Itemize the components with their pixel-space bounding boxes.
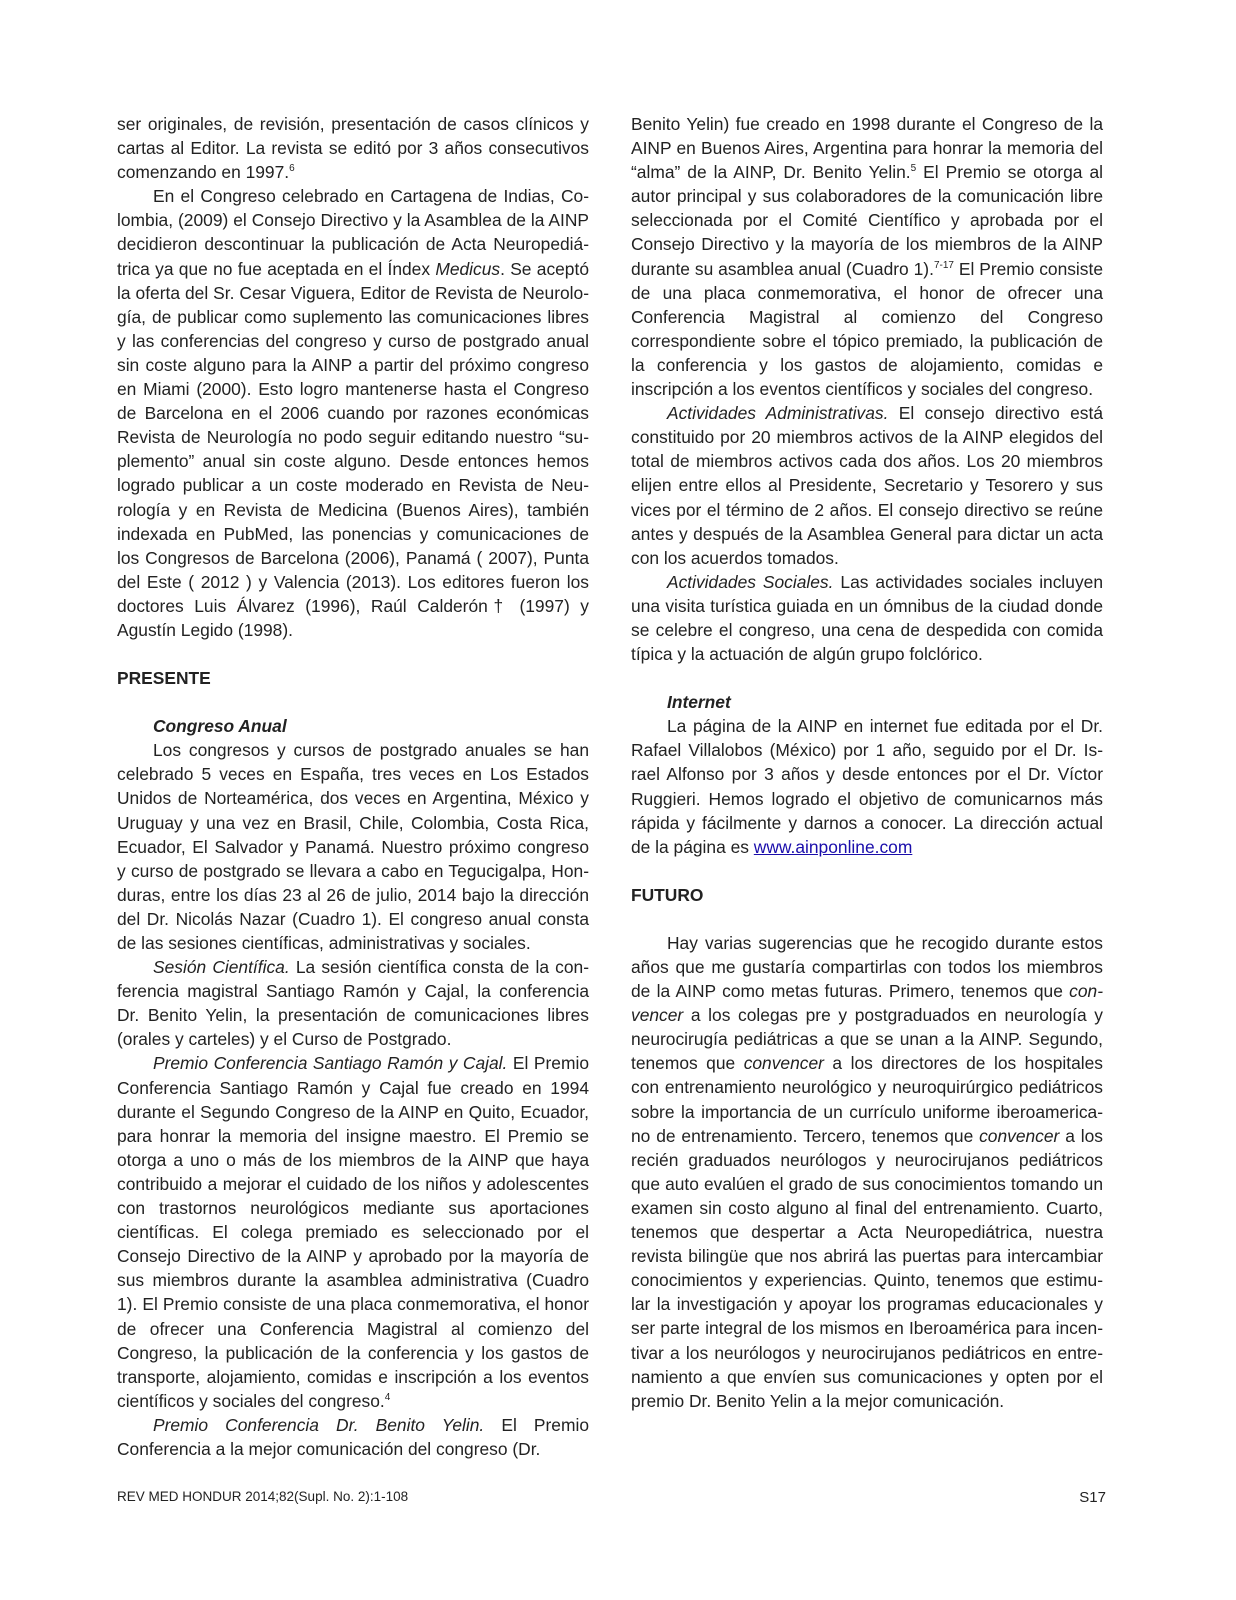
- paragraph: La página de la AINP en internet fue editada por el Dr. Rafael Villalobos (México) por 1 año, seguido por el Dr. Israel Alfonso por 3 años y desde entonces por el Dr. Víctor Ruggieri. Hemos logrado el objetivo de comunicarnos más rápida y fácilmente y darnos a conocer. La dirección actual de la página es www.ainponline.com: [631, 716, 1103, 857]
- section-heading-presente: PRESENTE: [117, 668, 211, 689]
- paragraph: Premio Conferencia Santiago Ramón y Cajal. El Premio Conferencia Santiago Ramón y Cajal fue creado en 1994 durante el Segundo Congreso de la AINP en Quito, Ecuador, para honrar la memoria del insigne maestro. El Premio se otorga a uno o más de los miembros de la AINP que haya contribuido a mejorar el cuidado de los niños y adolescentes con trastornos neurológicos mediante sus aportaciones científicas. El colega premiado es seleccionado por el Consejo Directivo de la AINP y aprobado por la mayoría de sus miembros durante la asamblea administrativa (Cuadro 1). El Premio consiste de una placa conmemorativa, el honor de ofrecer una Conferencia Magistral al comienzo del Congreso, la publicación de la conferencia y los gastos de transporte, alojamiento, comidas e inscripción a los eventos científicos y sociales del congreso.$^4$: [117, 1053, 589, 1411]
- citation: 4: [384, 1391, 391, 1403]
- section-heading-futuro: FUTURO: [631, 884, 704, 905]
- subheading-congreso-anual: Congreso Anual: [153, 716, 287, 737]
- paragraph: Benito Yelin) fue creado en 1998 durante el Congreso de la AINP en Buenos Aires, Argentina para honrar la memoria del “alma” de la AINP, Dr. Benito Yelin.$^5$ El Premio se otorga al autor principal y sus colaboradores de la comunicación libre seleccionada por el Comité Científico y aprobada por el Consejo Directivo y la mayoría de los miembros de la AINP durante su asamblea anual (Cuadro 1).$^{7-17}$ El Premio consiste de una placa conmemorativa, el honor de ofrecer una Conferencia Magistral al comienzo del Congreso correspondiente sobre el tópico premiado, la publicación de la conferencia y los gastos de alojamiento, comidas e inscripción a los eventos científicos y sociales del congreso.: [631, 114, 1103, 400]
- paragraph: ser originales, de revisión, presentación de casos clínicos y cartas al Editor. La revista se editó por 3 años consecutivos comenzando en 1997.$^6$: [117, 114, 589, 183]
- left-column: [117, 112, 589, 1461]
- paragraph: Sesión Científica. La sesión científica consta de la conferencia magistral Santiago Ramón y Cajal, la conferencia Dr. Benito Yelin, la presentación de comunicaciones libres (orales y carteles) y el Curso de Postgrado.: [117, 957, 589, 1050]
- right-column: [631, 112, 1103, 1413]
- paragraph: Premio Conferencia Dr. Benito Yelin. El Premio Conferencia a la mejor comunicación del congreso (Dr.: [117, 1414, 589, 1459]
- paragraph: En el Congreso celebrado en Cartagena de Indias, Colombia, (2009) el Consejo Directivo y la Asamblea de la AINP decidieron descontinuar la publicación de Acta Neuropediátrica ya que no fue aceptada en el Índex Medicus. Se aceptó la oferta del Sr. Cesar Viguera, Editor de Revista de Neurología, de publicar como suplemento las comunicaciones libres y las conferencias del congreso y curso de postgrado anual sin coste alguno para la AINP a partir del próximo congreso en Miami (2000). Esto logro mantenerse hasta el Congreso de Barcelona en el 2006 cuando por razones económicas Revista de Neurología no podo seguir editando nuestro “suplemento” anual sin coste alguno. Desde entonces hemos logrado publicar a un coste moderado en Revista de Neurología y en Revista de Medicina (Buenos Aires), también indexada en PubMed, las ponencias y comunicaciones de los Congresos de Barcelona (2006), Panamá ( 2007), Punta del Este ( 2012 ) y Valencia (2013). Los editores fueron los doctores Luis Álvarez (1996), Raúl Calderón† (1997) y Agustín Legido (1998).: [117, 186, 589, 640]
- paragraph: Actividades Sociales. Las actividades sociales incluyen una visita turística guiada en un ómnibus de la ciudad donde se celebre el congreso, una cena de despedida con comida típica y la actuación de algún grupo folclórico.: [631, 571, 1103, 665]
- citation: 5: [910, 163, 917, 175]
- paragraph: Los congresos y cursos de postgrado anuales se han celebrado 5 veces en España, tres veces en Los Estados Unidos de Norteamérica, dos veces en Argentina, México y Uruguay y una vez en Brasil, Chile, Colombia, Costa Rica, Ecuador, El Salvador y Panamá. Nuestro próximo congreso y curso de postgrado se llevara a cabo en Tegucigalpa, Honduras, entre los días 23 al 26 de julio, 2014 bajo la dirección del Dr. Nicolás Nazar (Cuadro 1). El congreso anual consta de las sesiones científicas, administrativas y sociales.: [117, 740, 589, 953]
- journal-citation: REV MED HONDUR 2014;82(Supl. No. 2):1-108: [117, 1489, 409, 1504]
- subheading-internet: Internet: [667, 692, 731, 713]
- citation: 6: [289, 163, 295, 175]
- paragraph: Hay varias sugerencias que he recogido durante estos años que me gustaría compartirlas con todos los miembros de la AINP como metas futuras. Primero, tenemos que convencer a los colegas pre y postgraduados en neurología y neurocirugía pediátricas a que se unan a la AINP. Segundo, tenemos que convencer a los directores de los hospitales con entrenamiento neurológico y neuroquirúrgico pediátricos sobre la importancia de un currículo uniforme iberoamericano de entrenamiento. Tercero, tenemos que convencer a los recién graduados neurólogos y neurocirujanos pediátricos que auto evalúen el grado de sus conocimientos tomando un examen sin costo alguno al final del entrenamiento. Cuarto, tenemos que despertar a Acta Neuropediátrica, nuestra revista bilingüe que nos abrirá las puertas para intercambiar conocimientos y experiencias. Quinto, tenemos que estimular la investigación y apoyar los programas educacionales y ser parte integral de los mismos en Iberoamérica para incentivar a los neurólogos y neurocirujanos pediátricos en entrenamiento a que envíen sus comunicaciones y opten por el premio Dr. Benito Yelin a la mejor comunicación.: [631, 932, 1103, 1411]
- page-number: S17: [1079, 1489, 1106, 1506]
- website-link[interactable]: www.ainponline.com: [753, 836, 913, 857]
- paragraph: Actividades Administrativas. El consejo directivo está constituido por 20 miembros activos de la AINP elegidos del total de miembros activos cada dos años. Los 20 miembros elijen entre ellos al Presidente, Secretario y Tesorero y sus vices por el término de 2 años. El consejo directivo se reúne antes y después de la Asamblea General para dictar un acta con los acuerdos tomados.: [631, 403, 1104, 568]
- citation: 7-17: [933, 259, 954, 271]
